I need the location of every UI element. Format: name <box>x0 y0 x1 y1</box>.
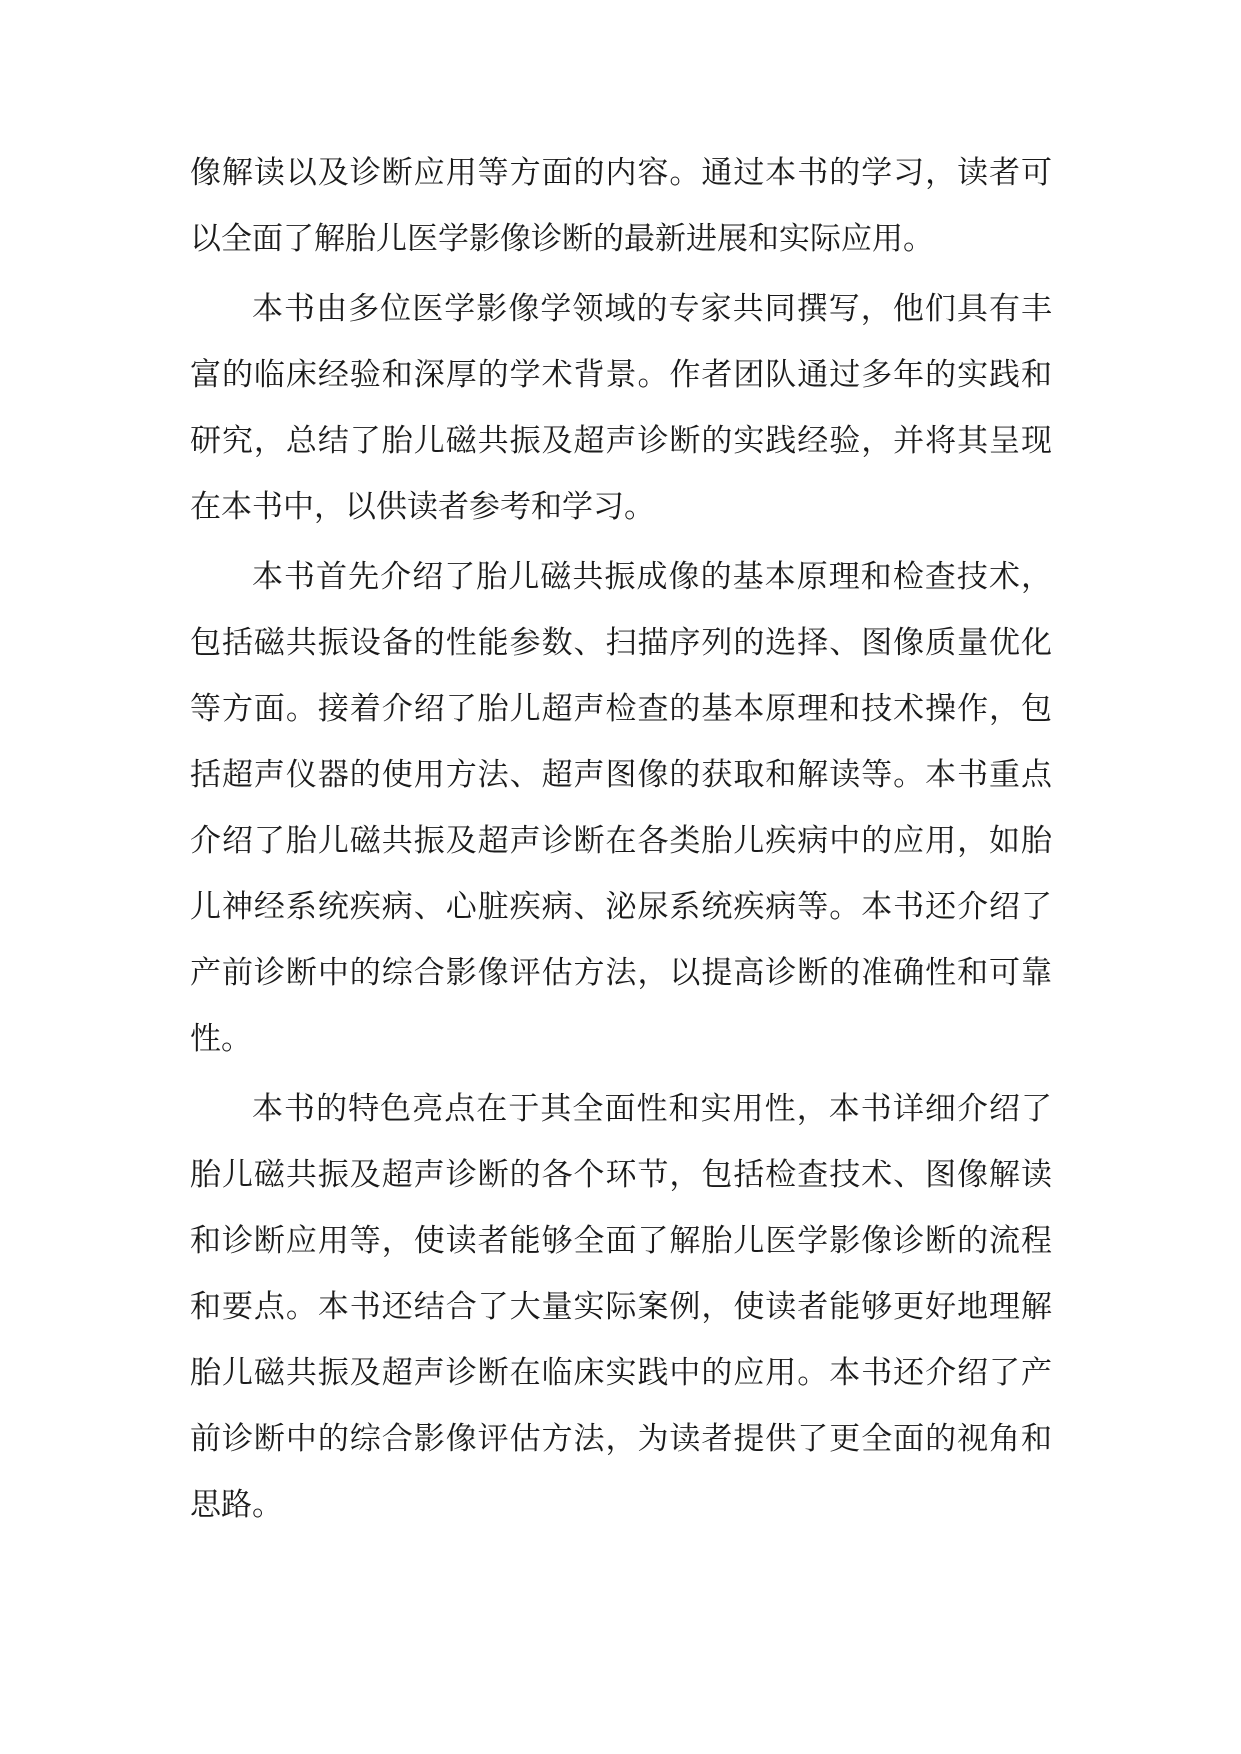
paragraph-2: 本书由多位医学影像学领域的专家共同撰写，他们具有丰富的临床经验和深厚的学术背景。作者团队通过多年的实践和研究，总结了胎儿磁共振及超声诊断的实践经验，并将其呈现在本书中，以供读者参考和学习。 <box>190 291 1052 525</box>
paragraph-1: 像解读以及诊断应用等方面的内容。通过本书的学习，读者可以全面了解胎儿医学影像诊断的最新进展和实际应用。 <box>190 155 1052 257</box>
document-page <box>190 140 1052 1538</box>
paragraph-3: 本书首先介绍了胎儿磁共振成像的基本原理和检查技术，包括磁共振设备的性能参数、扫描序列的选择、图像质量优化等方面。接着介绍了胎儿超声检查的基本原理和技术操作，包括超声仪器的使用方法、超声图像的获取和解读等。本书重点介绍了胎儿磁共振及超声诊断在各类胎儿疾病中的应用，如胎儿神经系统疾病、心脏疾病、泌尿系统疾病等。本书还介绍了产前诊断中的综合影像评估方法，以提高诊断的准确性和可靠性。 <box>190 559 1052 1057</box>
paragraph-4: 本书的特色亮点在于其全面性和实用性，本书详细介绍了胎儿磁共振及超声诊断的各个环节，包括检查技术、图像解读和诊断应用等，使读者能够全面了解胎儿医学影像诊断的流程和要点。本书还结合了大量实际案例，使读者能够更好地理解胎儿磁共振及超声诊断在临床实践中的应用。本书还介绍了产前诊断中的综合影像评估方法，为读者提供了更全面的视角和思路。 <box>190 1091 1052 1523</box>
